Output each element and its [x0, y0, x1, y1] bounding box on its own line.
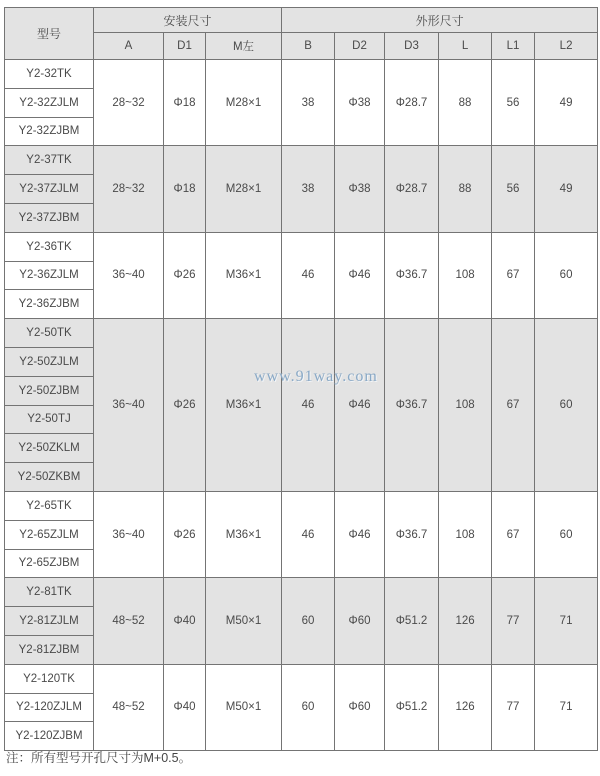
table-row: [5, 60, 598, 89]
value-cell: Φ26: [164, 491, 206, 577]
value-cell: Φ46: [335, 491, 385, 577]
value-cell: 108: [439, 232, 492, 318]
model-cell: Y2-36ZJBM: [5, 290, 94, 319]
col-header-l1: L1: [492, 33, 535, 60]
value-cell: Φ28.7: [385, 146, 439, 232]
value-cell: Φ18: [164, 146, 206, 232]
value-cell: 46: [282, 232, 335, 318]
value-cell: 60: [535, 319, 598, 492]
col-header-d3: D3: [385, 33, 439, 60]
value-cell: M28×1: [206, 60, 282, 146]
table-row: [5, 491, 598, 520]
value-cell: Φ60: [335, 664, 385, 750]
model-cell: Y2-50ZJLM: [5, 347, 94, 376]
value-cell: 48~52: [94, 664, 164, 750]
table-row: [5, 664, 598, 693]
value-cell: 46: [282, 319, 335, 492]
model-cell: Y2-81TK: [5, 578, 94, 607]
value-cell: 67: [492, 491, 535, 577]
watermark: www.91way.com: [254, 368, 378, 385]
table-row: [5, 319, 598, 348]
model-cell: Y2-50TJ: [5, 405, 94, 434]
value-cell: 77: [492, 578, 535, 664]
value-cell: Φ36.7: [385, 232, 439, 318]
col-group-install: 安装尺寸: [94, 8, 282, 33]
model-cell: Y2-36ZJLM: [5, 261, 94, 290]
value-cell: 56: [492, 60, 535, 146]
value-cell: Φ36.7: [385, 491, 439, 577]
value-cell: M36×1: [206, 232, 282, 318]
value-cell: M28×1: [206, 146, 282, 232]
model-cell: Y2-81ZJBM: [5, 635, 94, 664]
footnote: 注：所有型号开孔尺寸为M+0.5。: [6, 751, 192, 765]
model-cell: Y2-37ZJLM: [5, 175, 94, 204]
value-cell: 88: [439, 60, 492, 146]
col-header-b: B: [282, 33, 335, 60]
value-cell: Φ40: [164, 664, 206, 750]
col-header-model: 型号: [5, 8, 94, 60]
model-cell: Y2-120ZJLM: [5, 693, 94, 722]
model-cell: Y2-81ZJLM: [5, 607, 94, 636]
value-cell: Φ18: [164, 60, 206, 146]
value-cell: 77: [492, 664, 535, 750]
col-header-l2: L2: [535, 33, 598, 60]
value-cell: Φ51.2: [385, 664, 439, 750]
model-cell: Y2-50ZJBM: [5, 376, 94, 405]
value-cell: Φ46: [335, 319, 385, 492]
col-group-outline: 外形尺寸: [282, 8, 598, 33]
value-cell: 36~40: [94, 319, 164, 492]
value-cell: M50×1: [206, 664, 282, 750]
value-cell: 38: [282, 60, 335, 146]
value-cell: Φ40: [164, 578, 206, 664]
value-cell: Φ46: [335, 232, 385, 318]
value-cell: 28~32: [94, 60, 164, 146]
dimension-table: [4, 7, 598, 751]
value-cell: Φ36.7: [385, 319, 439, 492]
value-cell: 126: [439, 578, 492, 664]
col-header-m左: M左: [206, 33, 282, 60]
spec-sheet: [4, 7, 597, 751]
value-cell: 48~52: [94, 578, 164, 664]
value-cell: 71: [535, 578, 598, 664]
value-cell: Φ51.2: [385, 578, 439, 664]
col-header-a: A: [94, 33, 164, 60]
value-cell: 126: [439, 664, 492, 750]
table-row: [5, 146, 598, 175]
header-sub-row: [5, 33, 598, 60]
model-cell: Y2-36TK: [5, 232, 94, 261]
model-cell: Y2-65ZJLM: [5, 520, 94, 549]
model-cell: Y2-120ZJBM: [5, 722, 94, 751]
value-cell: M36×1: [206, 319, 282, 492]
value-cell: 46: [282, 491, 335, 577]
col-header-d1: D1: [164, 33, 206, 60]
value-cell: M50×1: [206, 578, 282, 664]
value-cell: 60: [535, 491, 598, 577]
value-cell: 88: [439, 146, 492, 232]
value-cell: 28~32: [94, 146, 164, 232]
value-cell: 108: [439, 319, 492, 492]
col-header-d2: D2: [335, 33, 385, 60]
value-cell: Φ26: [164, 232, 206, 318]
value-cell: 60: [282, 578, 335, 664]
model-cell: Y2-65TK: [5, 491, 94, 520]
model-cell: Y2-32TK: [5, 60, 94, 89]
value-cell: Φ38: [335, 60, 385, 146]
model-cell: Y2-120TK: [5, 664, 94, 693]
value-cell: 36~40: [94, 491, 164, 577]
value-cell: 56: [492, 146, 535, 232]
value-cell: 71: [535, 664, 598, 750]
col-header-l: L: [439, 33, 492, 60]
value-cell: 49: [535, 146, 598, 232]
model-cell: Y2-32ZJLM: [5, 88, 94, 117]
value-cell: Φ28.7: [385, 60, 439, 146]
value-cell: 49: [535, 60, 598, 146]
model-cell: Y2-50ZKBM: [5, 463, 94, 492]
value-cell: 108: [439, 491, 492, 577]
value-cell: 38: [282, 146, 335, 232]
value-cell: 60: [535, 232, 598, 318]
model-cell: Y2-50TK: [5, 319, 94, 348]
value-cell: 67: [492, 232, 535, 318]
model-cell: Y2-37TK: [5, 146, 94, 175]
table-row: [5, 232, 598, 261]
model-cell: Y2-32ZJBM: [5, 117, 94, 146]
model-cell: Y2-37ZJBM: [5, 203, 94, 232]
value-cell: Φ38: [335, 146, 385, 232]
value-cell: M36×1: [206, 491, 282, 577]
value-cell: 60: [282, 664, 335, 750]
value-cell: 36~40: [94, 232, 164, 318]
header-group-row: [5, 8, 598, 33]
table-row: [5, 578, 598, 607]
value-cell: Φ60: [335, 578, 385, 664]
value-cell: Φ26: [164, 319, 206, 492]
model-cell: Y2-65ZJBM: [5, 549, 94, 578]
model-cell: Y2-50ZKLM: [5, 434, 94, 463]
value-cell: 67: [492, 319, 535, 492]
